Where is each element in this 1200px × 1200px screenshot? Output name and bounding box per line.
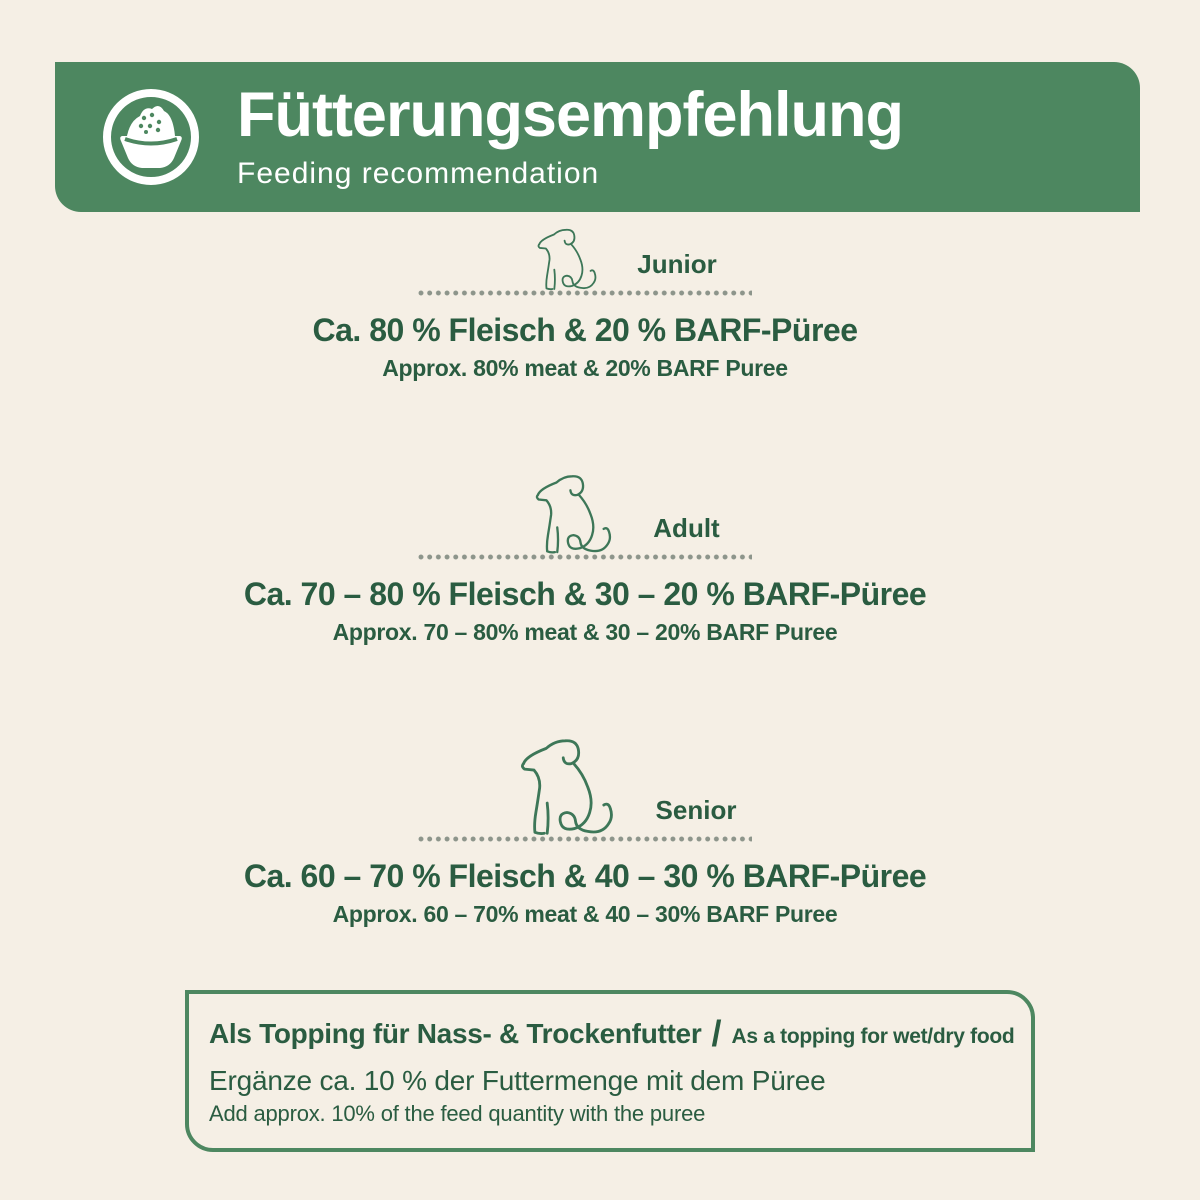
section-senior bbox=[0, 738, 1170, 928]
age-label-junior: Junior bbox=[637, 249, 717, 279]
section-junior bbox=[0, 228, 1170, 382]
topping-title-separator: / bbox=[711, 1013, 722, 1054]
ratio-heading-de-junior: Ca. 80 % Fleisch & 20 % BARF-Püree bbox=[312, 312, 858, 348]
age-label-senior: Senior bbox=[655, 795, 737, 825]
pet-row-junior bbox=[40, 228, 1200, 292]
ratio-heading-en-senior: Approx. 60 – 70% meat & 40 – 30% BARF Puree bbox=[332, 901, 838, 927]
ratio-heading-de-adult: Ca. 70 – 80 % Fleisch & 30 – 20 % BARF-Püree bbox=[243, 576, 927, 612]
pet-row-adult bbox=[40, 474, 1200, 556]
topping-title-en: As a topping for wet/dry food bbox=[731, 1025, 1015, 1048]
dog-adult-icon bbox=[530, 474, 617, 556]
page-title: Fütterungsempfehlung bbox=[237, 80, 903, 151]
dog-junior-icon bbox=[533, 228, 601, 292]
ratio-heading-en-junior: Approx. 80% meat & 20% BARF Puree bbox=[382, 355, 788, 381]
topping-title-row bbox=[209, 1010, 1013, 1052]
topping-title-de: Als Topping für Nass- & Trockenfutter bbox=[209, 1018, 702, 1049]
ratio-heading-de-senior: Ca. 60 – 70 % Fleisch & 40 – 30 % BARF-Püree bbox=[243, 858, 927, 894]
topping-body-en: Add approx. 10% of the feed quantity with the puree bbox=[209, 1101, 706, 1126]
ratio-heading-en-adult: Approx. 70 – 80% meat & 30 – 20% BARF Puree bbox=[332, 619, 838, 645]
page-subtitle: Feeding recommendation bbox=[237, 156, 600, 190]
topping-body-de: Ergänze ca. 10 % der Futtermenge mit dem Püree bbox=[209, 1065, 826, 1096]
section-adult bbox=[0, 474, 1170, 646]
dog-senior-icon bbox=[514, 738, 620, 838]
topping-info-box bbox=[185, 990, 1035, 1152]
pet-row-senior bbox=[40, 738, 1200, 838]
age-label-adult: Adult bbox=[653, 513, 720, 543]
